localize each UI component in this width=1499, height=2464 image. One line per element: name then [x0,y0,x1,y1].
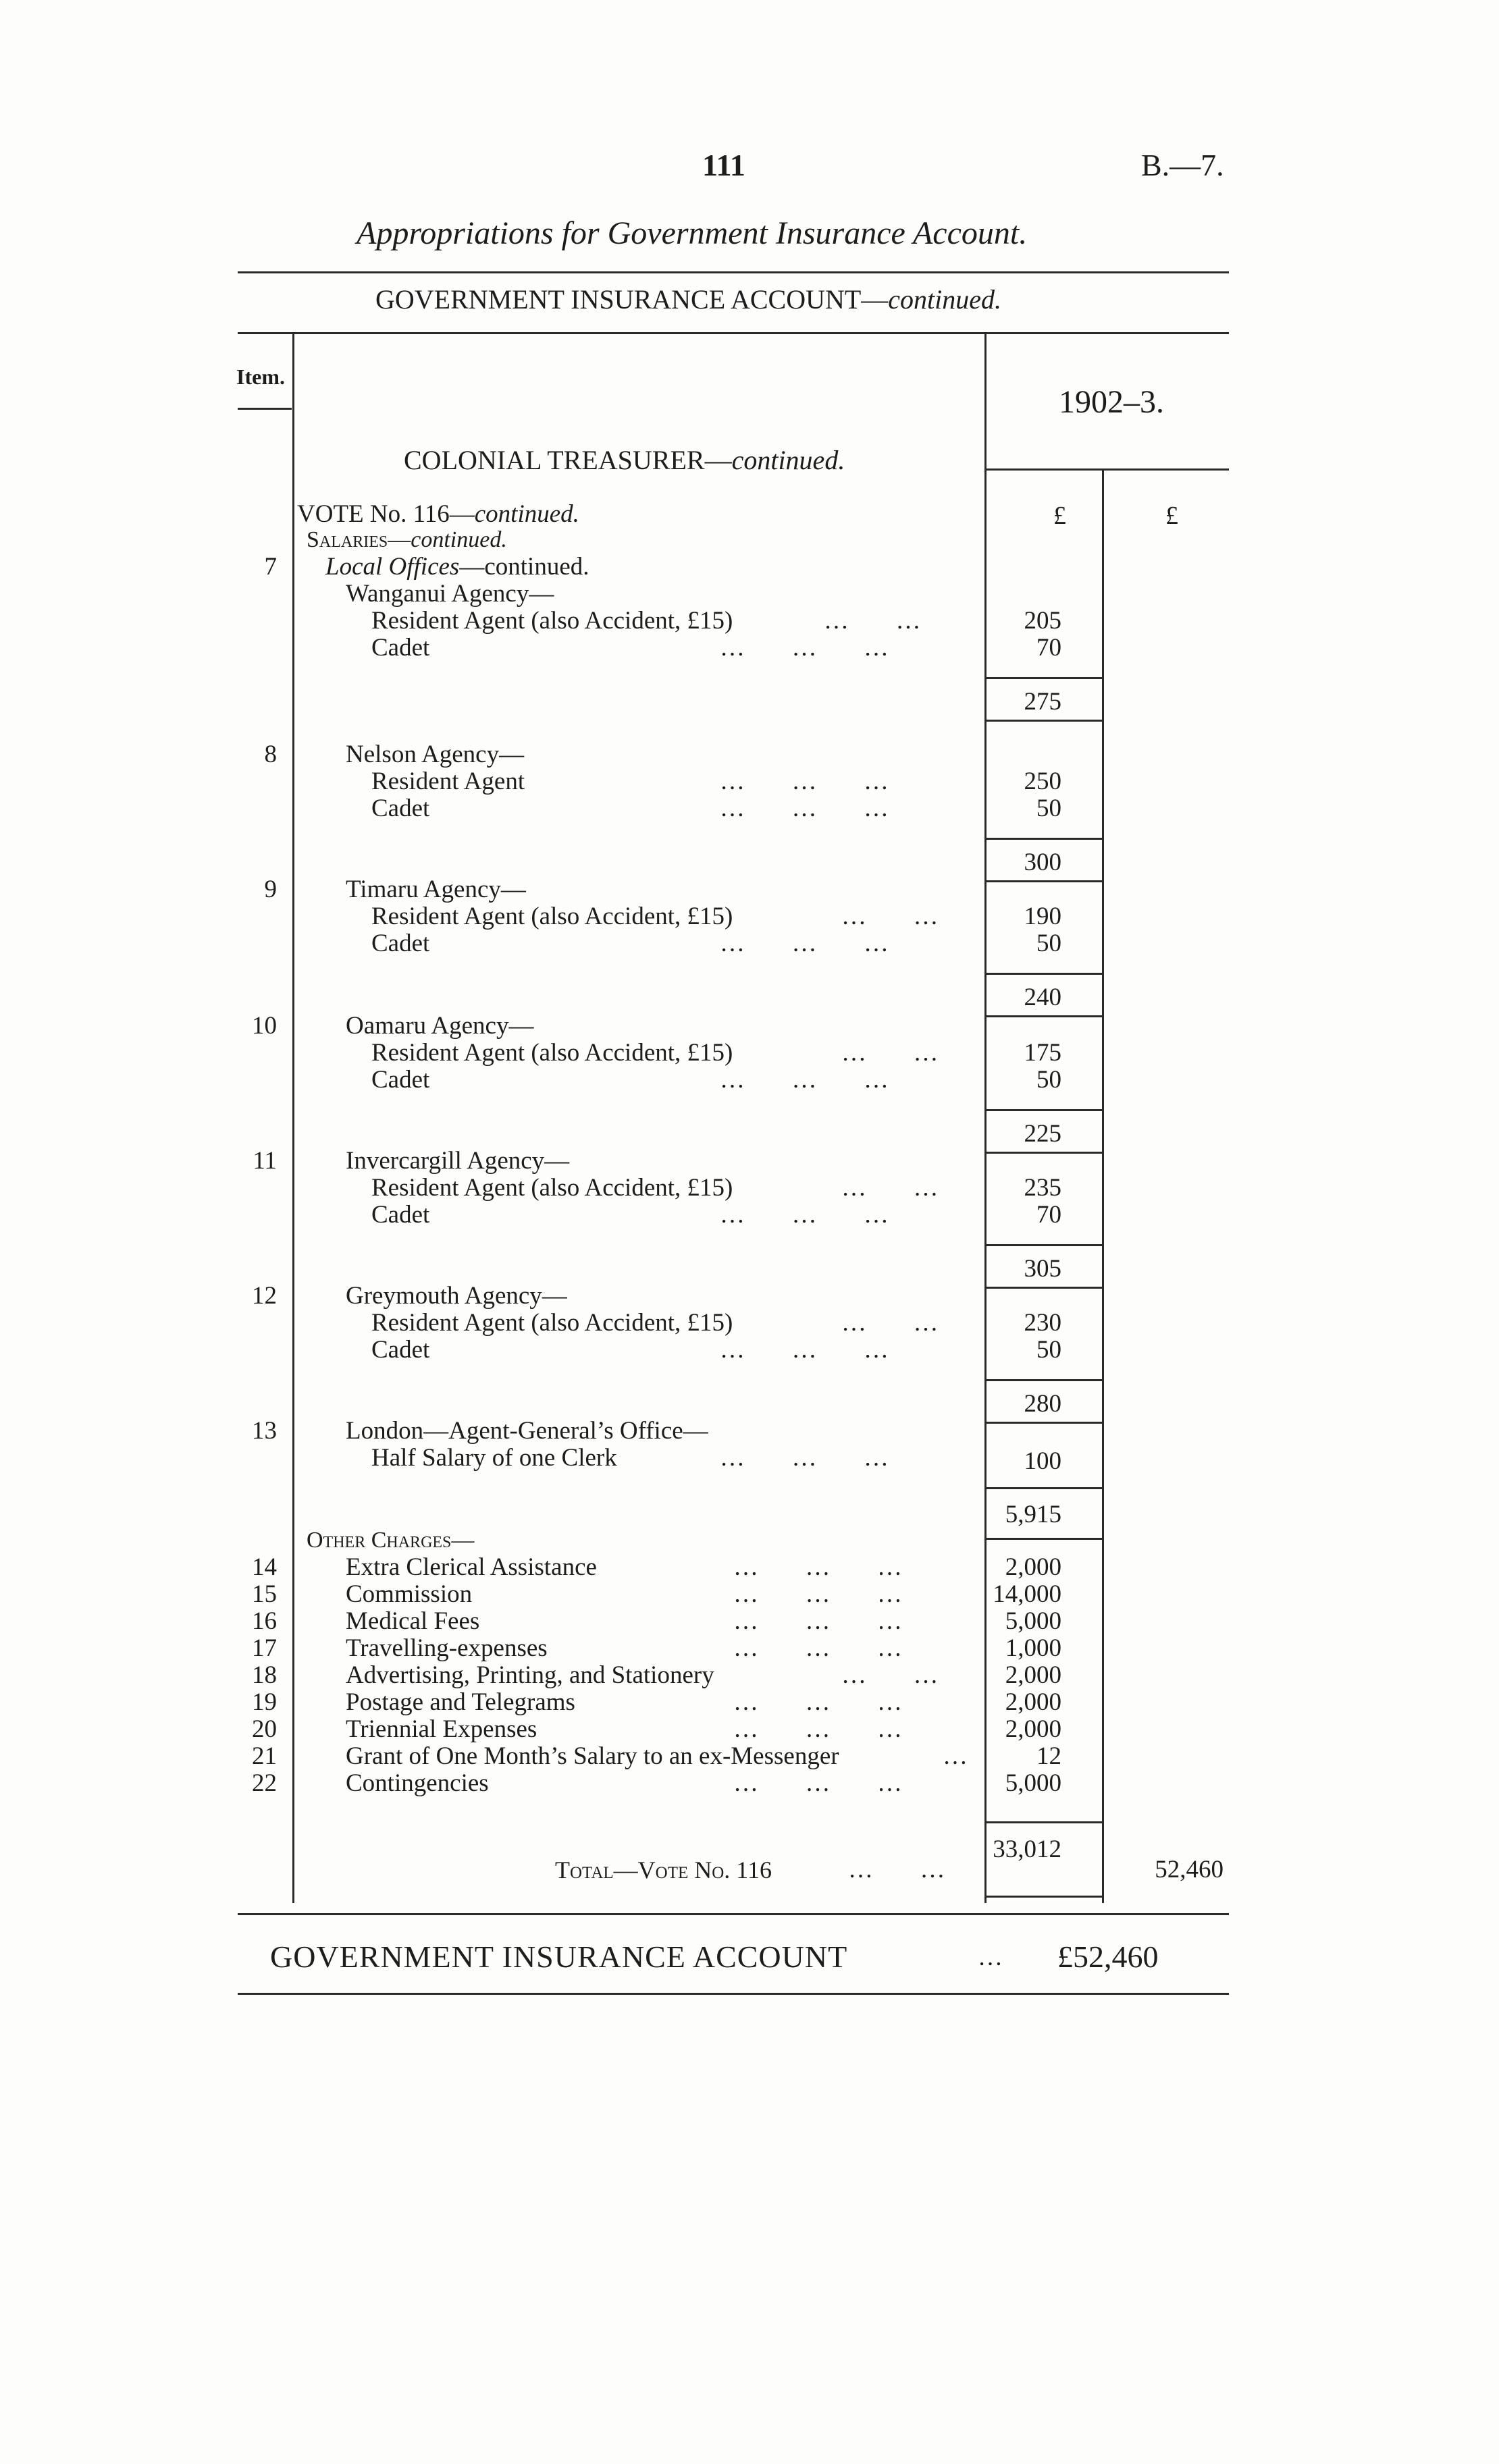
leader-dots: … … … [733,1553,903,1581]
currency-col-b: £ [1165,502,1178,530]
local-offices-continued: —continued. [459,553,589,581]
leader-dots: … … … [720,634,890,662]
vote-number: VOTE No. 116— [297,500,475,528]
charge-label: Medical Fees [346,1607,480,1635]
cadet-label: Cadet [371,1336,430,1364]
account-heading [375,284,1001,315]
item-number: 7 [264,553,277,581]
vote-heading [297,501,579,528]
charge-amount: 5,000 [1005,1607,1061,1635]
subtotal-rule [986,973,1102,975]
other-charges-total: 33,012 [993,1836,1061,1863]
subtotal-rule [986,1896,1102,1898]
agency-subtotal: 225 [1024,1120,1061,1148]
page-title: Appropriations for Government Insurance Account. [357,215,1028,251]
item-number: 22 [252,1769,277,1797]
leader-dots: … … … [720,930,890,957]
leader-dots: … … [841,1309,940,1337]
rule-under-heading [238,332,1229,334]
leader-dots: … … [824,607,922,635]
item-number: 11 [253,1147,277,1175]
charge-label: Travelling-expenses [346,1634,548,1662]
charge-label: Commission [346,1580,473,1608]
leader-dots: … … … [720,1201,890,1229]
subtotal-rule [986,1015,1102,1017]
subtotal-rule [986,1109,1102,1111]
agency-name: Greymouth Agency— [346,1282,567,1310]
subtotal-rule [986,1287,1102,1289]
agency-name: Invercargill Agency— [346,1147,570,1175]
vote-total: 52,460 [1155,1856,1224,1883]
account-continued: continued. [888,284,1002,315]
subtotal-rule [986,1244,1102,1246]
agent-label: Resident Agent [371,768,525,795]
item-number: 15 [252,1580,277,1608]
salaries-total: 5,915 [1005,1501,1061,1528]
salaries-heading [307,527,507,554]
leader-dots: … … [841,903,940,930]
charge-label: Grant of One Month’s Salary to an ex-Messenger [346,1742,839,1770]
leader-dots: … … … [733,1688,903,1716]
rule-top [238,271,1229,273]
section-title-continued: continued. [731,445,845,475]
doc-code: B.—7. [1141,148,1224,182]
salaries-continued: continued. [411,527,507,552]
charge-label: Triennial Expenses [346,1715,537,1743]
item-number: 13 [252,1417,277,1445]
agency-name: Timaru Agency— [346,876,526,903]
leader-dots: … … … [720,1066,890,1094]
subtotal-rule [986,720,1102,722]
vote-continued: continued. [474,500,579,528]
cadet-amount: 70 [1036,634,1061,662]
leader-dots: … … … [733,1715,903,1743]
subtotal-rule [986,677,1102,679]
account-name: GOVERNMENT INSURANCE ACCOUNT— [375,284,889,315]
leader-dots: … … [841,1174,940,1202]
footer-label: GOVERNMENT INSURANCE ACCOUNT [270,1939,848,1974]
rule-table-bottom [238,1913,1229,1915]
agent-amount: 250 [1024,768,1061,795]
agency-name: Oamaru Agency— [346,1012,534,1040]
agency-subtotal: 240 [1024,984,1061,1011]
agent-label: Resident Agent (also Accident, £15) [371,607,733,635]
item-number: 9 [264,876,277,903]
cadet-label: Cadet [371,795,430,822]
item-number: 18 [252,1661,277,1689]
subtotal-rule [986,1487,1102,1489]
page-number: 111 [702,148,745,182]
item-number: 10 [252,1012,277,1040]
leader-dots: … … … [720,1336,890,1364]
subtotal-rule [986,1379,1102,1381]
item-number: 16 [252,1607,277,1635]
leader-dots: … [978,1944,1004,1971]
london-label: London—Agent-General’s Office— [346,1417,708,1445]
charge-amount: 1,000 [1005,1634,1061,1662]
london-clerk-label: Half Salary of one Clerk [371,1444,617,1472]
charge-amount: 5,000 [1005,1769,1061,1797]
cadet-amount: 50 [1036,795,1061,822]
agent-label: Resident Agent (also Accident, £15) [371,1039,733,1067]
subtotal-rule [986,1422,1102,1424]
charge-amount: 12 [1036,1742,1061,1770]
agent-label: Resident Agent (also Accident, £15) [371,903,733,930]
subtotal-rule [986,1152,1102,1154]
charge-amount: 14,000 [993,1580,1061,1608]
subtotal-rule [986,1538,1102,1540]
local-offices-label: Local Offices [325,553,460,581]
subtotal-rule [986,1821,1102,1823]
cadet-amount: 70 [1036,1201,1061,1229]
item-number: 20 [252,1715,277,1743]
leader-dots: … … … [733,1607,903,1635]
agency-subtotal: 300 [1024,849,1061,876]
col-rule-amount-mid [1102,468,1104,1903]
item-column-header: Item. [236,365,285,389]
item-number: 12 [252,1282,277,1310]
leader-dots: … … … [733,1769,903,1797]
leader-dots: … … … [733,1580,903,1608]
col-rule-item [292,333,294,1903]
cadet-amount: 50 [1036,1336,1061,1364]
cadet-label: Cadet [371,1201,430,1229]
charge-amount: 2,000 [1005,1553,1061,1581]
item-number: 21 [252,1742,277,1770]
leader-dots: … … … [720,768,890,795]
subtotal-rule [986,838,1102,840]
year-header: 1902–3. [1059,384,1164,420]
agent-amount: 190 [1024,903,1061,930]
charge-amount: 2,000 [1005,1688,1061,1716]
rule-year-header [986,468,1229,471]
agent-label: Resident Agent (also Accident, £15) [371,1309,733,1337]
leader-dots: … … … [720,1444,890,1472]
leader-dots: … … [841,1039,940,1067]
currency-col-a: £ [1053,502,1066,530]
rule-item-header [238,408,292,410]
item-number: 14 [252,1553,277,1581]
cadet-label: Cadet [371,1066,430,1094]
charge-amount: 2,000 [1005,1661,1061,1689]
rule-footer [238,1993,1229,1995]
leader-dots: … … … [720,795,890,822]
cadet-label: Cadet [371,930,430,957]
agent-amount: 175 [1024,1039,1061,1067]
leader-dots: … … … [733,1634,903,1662]
charge-amount: 2,000 [1005,1715,1061,1743]
cadet-label: Cadet [371,634,430,662]
leader-dots: … … [848,1856,947,1883]
section-title [404,444,845,476]
item-number: 8 [264,741,277,768]
other-charges-heading: Other Charges— [307,1528,475,1553]
london-amount: 100 [1024,1447,1061,1475]
section-title-main: COLONIAL TREASURER— [404,445,732,475]
item-number: 19 [252,1688,277,1716]
agency-name: Wanganui Agency— [346,580,554,608]
agent-amount: 235 [1024,1174,1061,1202]
local-offices-heading [325,554,589,581]
subtotal-rule [986,880,1102,882]
agency-subtotal: 280 [1024,1390,1061,1418]
charge-label: Contingencies [346,1769,489,1797]
agency-name: Nelson Agency— [346,741,525,768]
item-number: 17 [252,1634,277,1662]
agent-label: Resident Agent (also Accident, £15) [371,1174,733,1202]
vote-total-label: Total—Vote No. 116 [555,1856,772,1883]
charge-label: Postage and Telegrams [346,1688,575,1716]
leader-dots: … … [841,1661,940,1689]
cadet-amount: 50 [1036,930,1061,957]
agent-amount: 230 [1024,1309,1061,1337]
cadet-amount: 50 [1036,1066,1061,1094]
agency-subtotal: 275 [1024,688,1061,716]
agent-amount: 205 [1024,607,1061,635]
charge-label: Extra Clerical Assistance [346,1553,597,1581]
salaries-label: Salaries— [307,527,411,552]
footer-amount: £52,460 [1057,1939,1159,1974]
agency-subtotal: 305 [1024,1255,1061,1283]
charge-label: Advertising, Printing, and Stationery [346,1661,714,1689]
leader-dots: … [943,1742,969,1770]
